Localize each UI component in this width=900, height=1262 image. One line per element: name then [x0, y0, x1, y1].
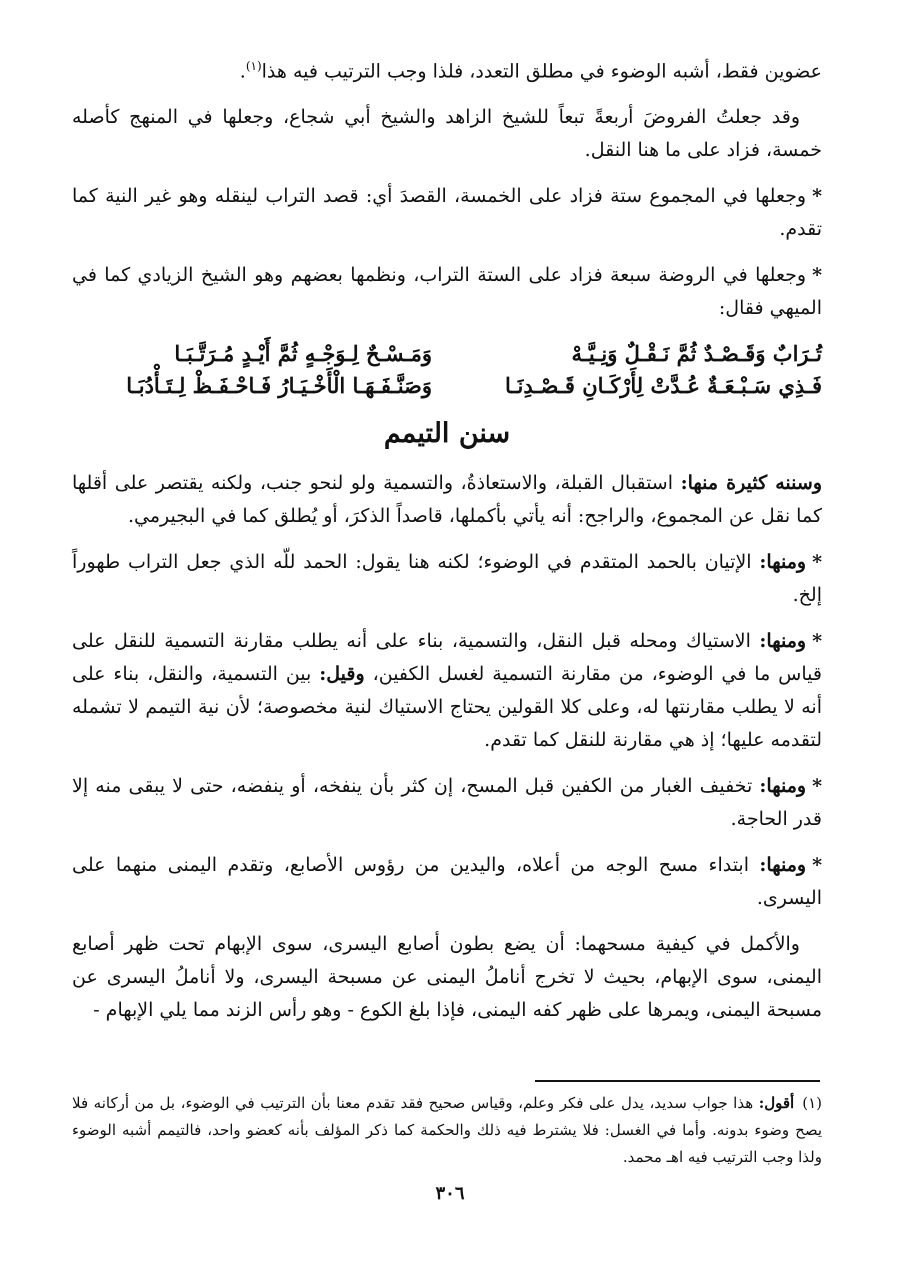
paragraph-4-text: وجعلها في الروضة سبعة فزاد على الستة التراب، ونظمها بعضهم وهو الشيخ الزيادي كما في الميهي فقال:: [72, 264, 822, 320]
poem-line-2-second-hemistich: وَصَنَّـفَـهَـا الْأَخْـيَـارُ فَـاحْـفَـظْ لِـتَـأْدُبَـا: [126, 373, 432, 399]
poem-line-1: [72, 338, 822, 370]
star-bullet-icon: *: [812, 551, 822, 574]
paragraph-8-text: تخفيف الغبار من الكفين قبل المسح، إن كثر بأن ينفخه، أو ينفضه، حتى لا يبقى منه إلا قدر الحاجة.: [72, 775, 822, 831]
star-bullet-icon: *: [812, 854, 822, 877]
star-bullet-icon: *: [812, 630, 822, 653]
footnote-text: هذا جواب سديد، يدل على فكر وعلم، وقياس صحيح فقد تقدم معنا بأن الترتيب في الوضوء، بل من أركانه فلا يصح وضوء بدونه. وأما في الغسل: فلا يشترط فيه ذلك والحكمة كما ذكر المؤلف بأنه كعضو واحد، فالتيمم أشبه الوضوء ولذا وجب الترتيب فيه اهـ محمد.: [72, 1094, 822, 1166]
paragraph-7: [72, 625, 822, 757]
poem-line-1-second-hemistich: وَمَـسْـحٌ لِـوَجْـهٍ ثُمَّ أَيْـدٍ مُـرَتَّـبَـا: [174, 341, 432, 367]
paragraph-5-lead: وسننه كثيرة منها:: [680, 472, 822, 495]
poem-line-1-first-hemistich: تُـرَابٌ وَقَـصْـدٌ ثُمَّ نَـقْـلٌ وَنِـيَّـهْ: [571, 341, 822, 367]
star-bullet-icon: *: [812, 185, 822, 208]
paragraph-7-text-b: بين التسمية، والنقل، بناء على أنه لا يطلب مقارنتها له، وعلى كلا القولين يحتاج الاستياك لنية مخصوصة؛ لأن نية التيمم لا تشمله لتقدمه عليها؛ إذ هي مقارنة للنقل كما تقدم.: [72, 663, 822, 752]
paragraph-9-lead: ومنها:: [759, 854, 807, 877]
paragraph-7-qila: وقيل:: [319, 663, 365, 686]
paragraph-3-text: وجعلها في المجموع ستة فزاد على الخمسة، القصدَ أي: قصد التراب لينقله وهو غير النية كما تقدم.: [72, 185, 822, 241]
footnote-reference[interactable]: (١): [245, 59, 262, 73]
page-number: ٣٠٦: [435, 1183, 465, 1204]
paragraph-1: [72, 50, 822, 88]
poem-block: [72, 338, 822, 402]
paragraph-2: وقد جعلتُ الفروضَ أربعةً تبعاً للشيخ الزاهد والشيخ أبي شجاع، وجعلها في المنهج كأصله خمسة، فزاد على ما هنا النقل.: [72, 106, 822, 162]
paragraph-1-end: .: [239, 60, 246, 83]
footnote-lead: أقول:: [758, 1094, 795, 1112]
paragraph-5-text: استقبال القبلة، والاستعاذةُ، والتسمية ولو لنحو جنب، ولكنه يقتصر على أقلها كما نقل عن المجموع، والراجح: أنه يأتي بأكملها، قاصداً الذكرَ، أو يُطلق كما في البجيرمي.: [72, 472, 822, 528]
paragraph-10: والأكمل في كيفية مسحهما: أن يضع بطون أصابع اليسرى، سوى الإبهام تحت ظهر أصابع اليمنى، سوى الإبهام، بحيث لا تخرج أناملُ اليمنى عن مسبحة اليسرى، ولا أناملُ اليسرى عن مسبحة اليمنى، ويمرها على ظهر كفه اليمنى، فإذا بلغ الكوع - وهو رأس الزند مما يلي الإبهام -: [72, 933, 822, 1022]
paragraph-6-lead: ومنها:: [759, 551, 807, 574]
star-bullet-icon: *: [812, 775, 822, 798]
footnote-number: (١): [802, 1094, 822, 1112]
paragraph-3: [72, 180, 822, 246]
paragraph-7-lead: ومنها:: [759, 630, 807, 653]
section-heading: سنن التيمم: [383, 418, 511, 450]
paragraph-8-lead: ومنها:: [759, 775, 807, 798]
paragraph-6-text: الإتيان بالحمد المتقدم في الوضوء؛ لكنه هنا يقول: الحمد للّه الذي جعل التراب طهوراً إلخ.: [72, 551, 822, 607]
paragraph-9-text: ابتداء مسح الوجه من أعلاه، واليدين من رؤوس الأصابع، وتقدم اليمنى منهما على اليسرى.: [72, 854, 822, 910]
footnote-divider: [535, 1080, 820, 1082]
star-bullet-icon: *: [812, 264, 822, 287]
page-body: [72, 50, 822, 1040]
paragraph-9: [72, 849, 822, 915]
paragraph-6: [72, 546, 822, 612]
poem-line-2-first-hemistich: فَـذِي سَـبْـعَـةٌ عُـدَّتْ لِأَرْكَـانِ قَـصْـدِنَـا: [504, 373, 822, 399]
paragraph-8: [72, 770, 822, 836]
paragraph-1-text: عضوين فقط، أشبه الوضوء في مطلق التعدد، فلذا وجب الترتيب فيه هذا: [261, 60, 822, 83]
footnote: [72, 1090, 822, 1171]
paragraph-4: [72, 259, 822, 325]
poem-line-2: [72, 370, 822, 402]
paragraph-7-text-a: الاستياك ومحله قبل النقل، والتسمية، بناء على أنه يطلب مقارنة التسمية للنقل على قياس ما في الوضوء، من مقارنة التسمية لغسل الكفين،: [72, 630, 822, 686]
paragraph-5: [72, 467, 822, 533]
